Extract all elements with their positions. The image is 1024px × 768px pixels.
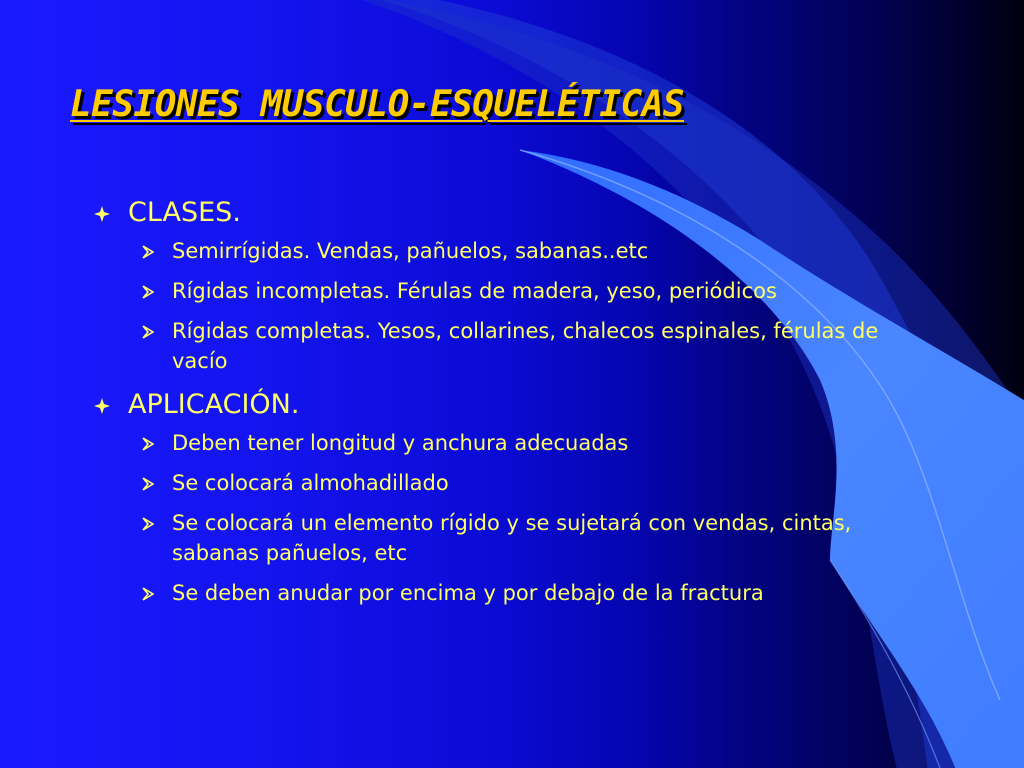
list-item-text: Se colocará un elemento rígido y se sujetará con vendas, cintas, sabanas pañuelos, etc xyxy=(172,511,852,565)
list-item xyxy=(90,236,950,266)
list-item-text: Se deben anudar por encima y por debajo de la fractura xyxy=(172,581,764,605)
section-items xyxy=(90,236,950,376)
arrow-bullet-icon xyxy=(142,285,154,299)
slide-content xyxy=(90,194,950,618)
list-item xyxy=(90,468,950,498)
list-item xyxy=(90,508,950,568)
section-aplicacion xyxy=(90,386,950,608)
list-item-text: Rígidas incompletas. Férulas de madera, yeso, periódicos xyxy=(172,279,777,303)
section-clases xyxy=(90,194,950,376)
section-items xyxy=(90,428,950,608)
section-heading-label: APLICACIÓN. xyxy=(128,389,300,420)
section-heading xyxy=(90,386,950,424)
section-heading-label: CLASES. xyxy=(128,197,241,228)
arrow-bullet-icon xyxy=(142,245,154,259)
arrow-bullet-icon xyxy=(142,325,154,339)
list-item-text: Rígidas completas. Yesos, collarines, chalecos espinales, férulas de vacío xyxy=(172,319,879,373)
arrow-bullet-icon xyxy=(142,437,154,451)
list-item-text: Semirrígidas. Vendas, pañuelos, sabanas..etc xyxy=(172,239,649,263)
list-item xyxy=(90,316,950,376)
arrow-bullet-icon xyxy=(142,477,154,491)
diamond-bullet-icon xyxy=(94,206,110,222)
arrow-bullet-icon xyxy=(142,517,154,531)
diamond-bullet-icon xyxy=(94,398,110,414)
list-item xyxy=(90,428,950,458)
list-item-text: Deben tener longitud y anchura adecuadas xyxy=(172,431,629,455)
list-item-text: Se colocará almohadillado xyxy=(172,471,449,495)
list-item xyxy=(90,276,950,306)
list-item xyxy=(90,578,950,608)
section-heading xyxy=(90,194,950,232)
arrow-bullet-icon xyxy=(142,587,154,601)
slide-title: LESIONES MUSCULO-ESQUELÉTICAS xyxy=(70,84,685,125)
